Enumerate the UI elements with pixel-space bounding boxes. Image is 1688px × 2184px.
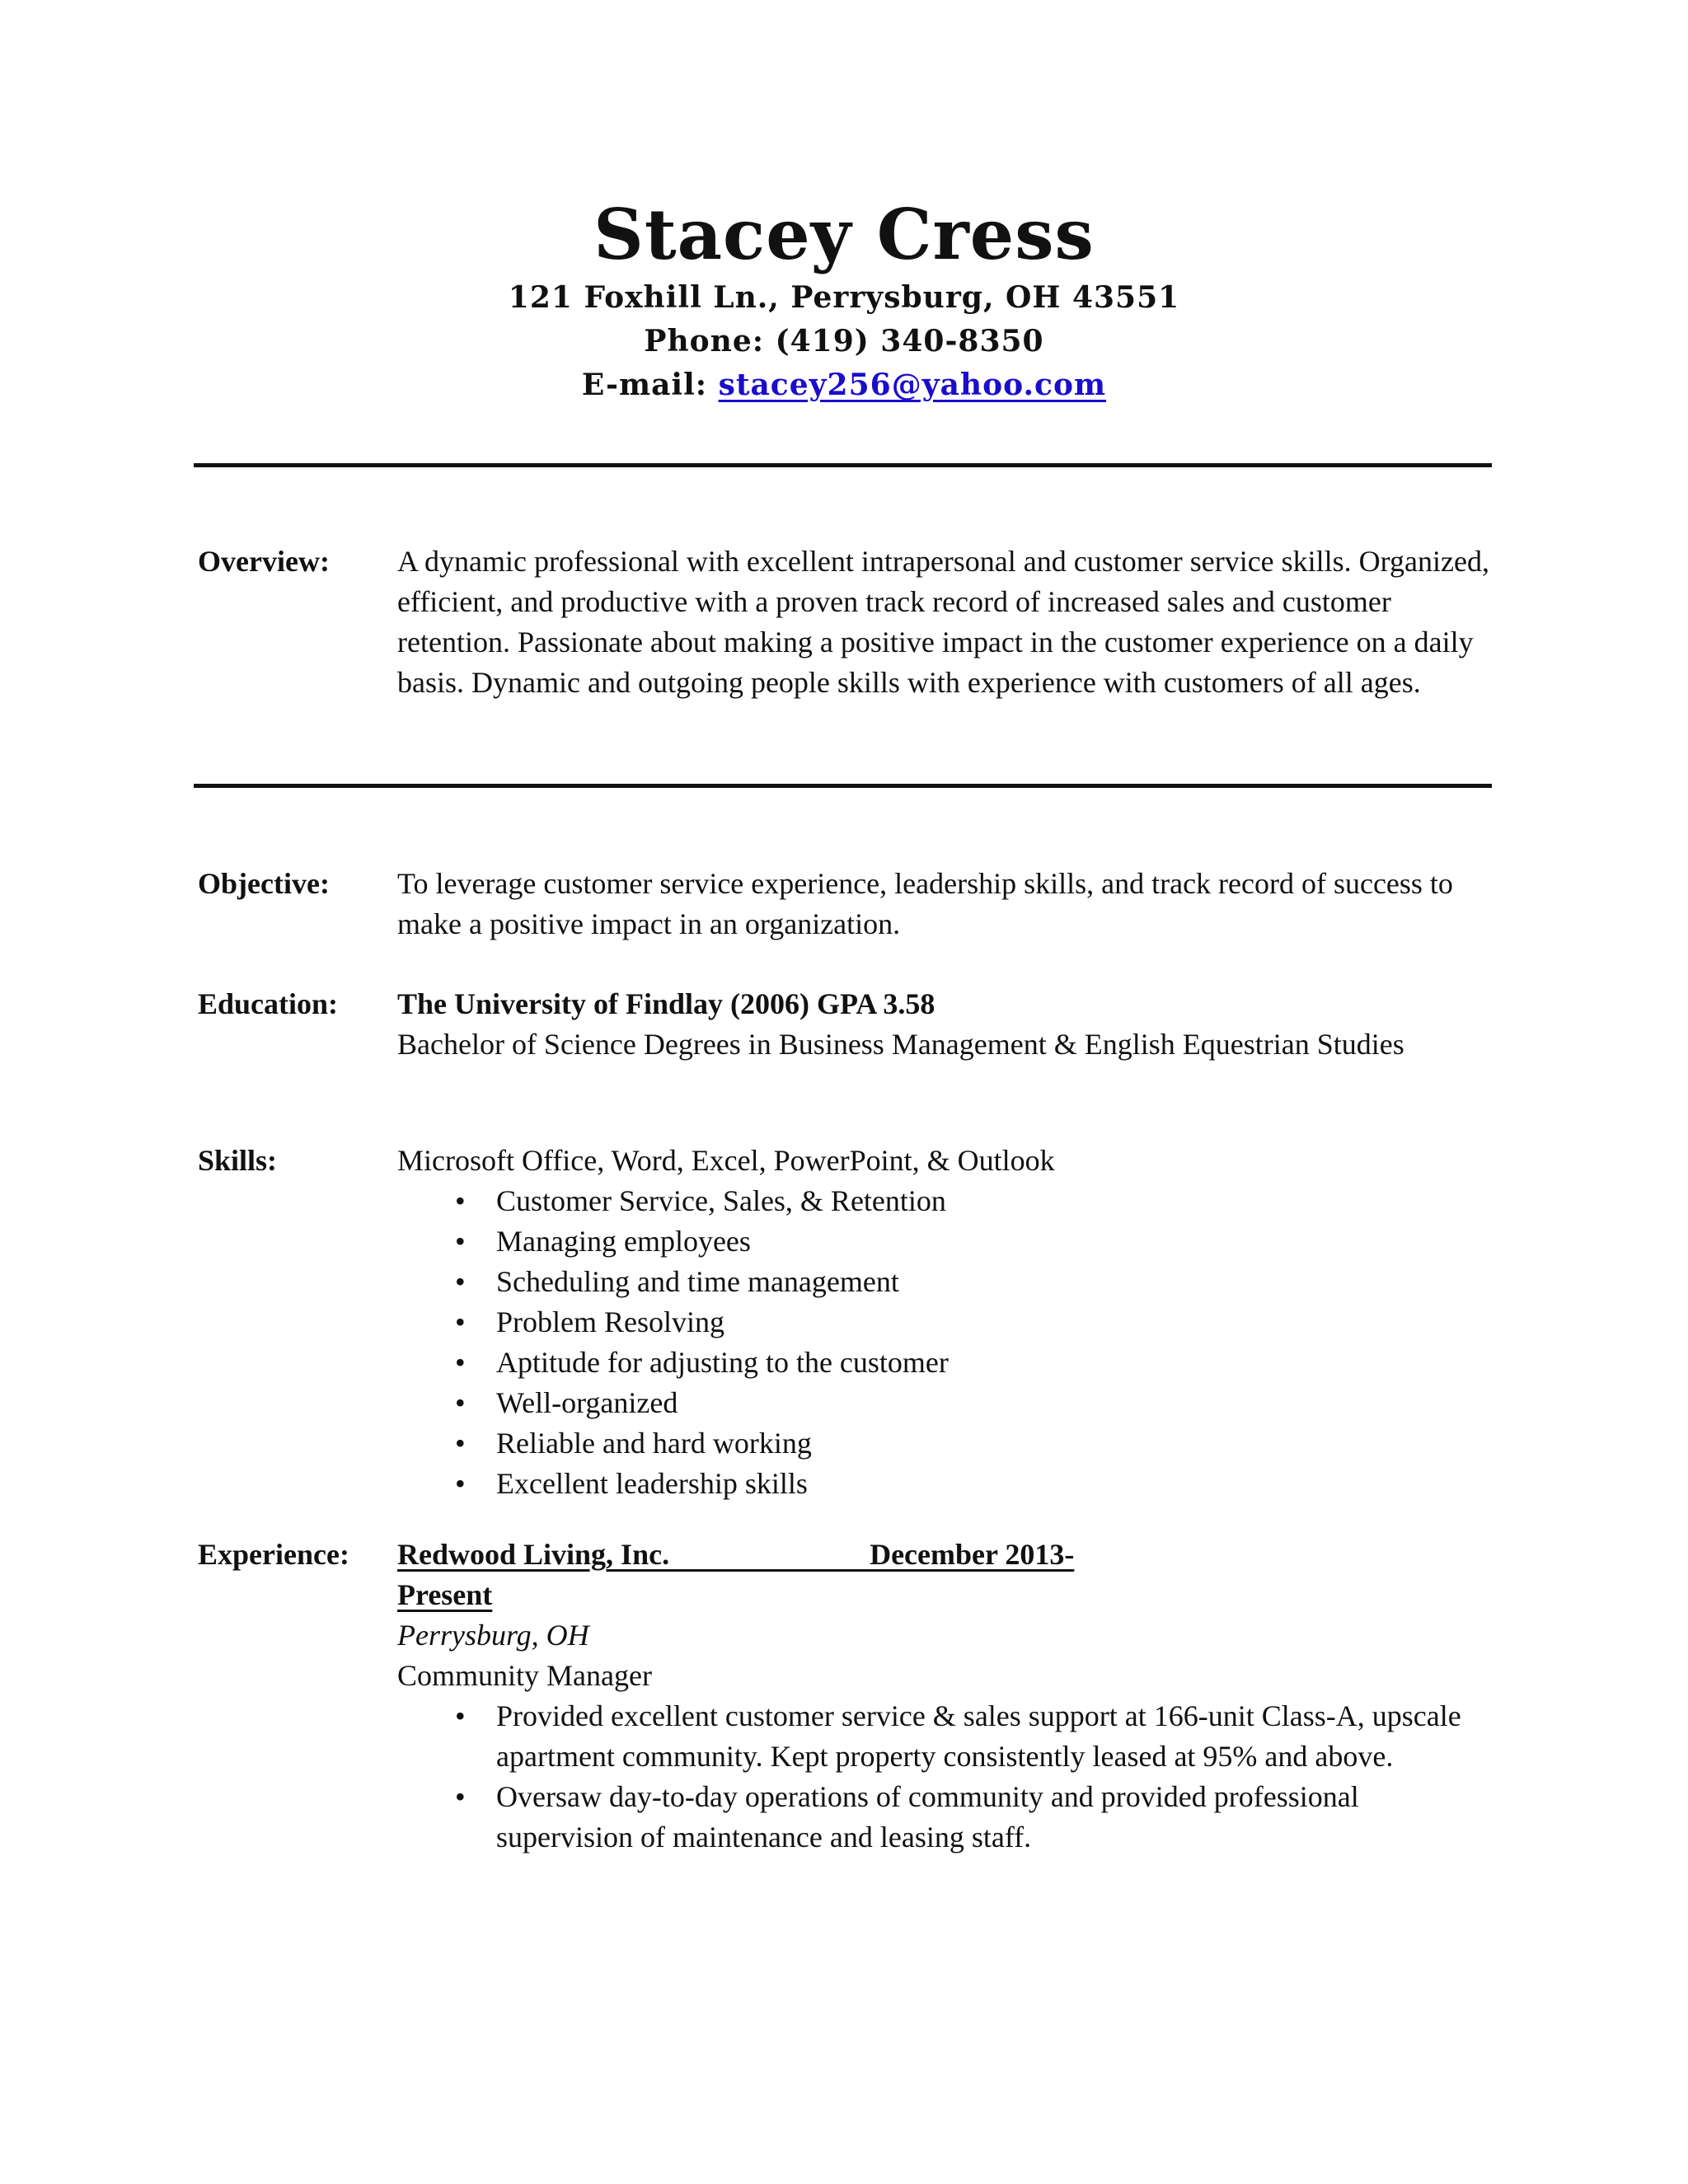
education-label: Education: <box>198 987 339 1020</box>
candidate-name: Stacey Cress <box>593 194 1095 275</box>
bullet-icon: • <box>455 1780 466 1813</box>
bullet-icon: • <box>455 1699 466 1732</box>
email-label: E-mail: <box>581 368 708 402</box>
overview-divider <box>194 784 1492 788</box>
address-line: 121 Foxhill Ln., Perrysburg, OH 43551 <box>508 280 1180 315</box>
phone-number: (419) 340-8350 <box>775 324 1044 359</box>
experience-content <box>397 1535 1493 1858</box>
objective-text: To leverage customer service experience, leadership skills, and track record of success to make a positive impact in an organization. <box>397 867 1453 940</box>
job-dates-end: Present <box>397 1578 493 1611</box>
bullet-icon: • <box>455 1225 466 1258</box>
skills-label: Skills: <box>198 1144 278 1177</box>
list-item: • Provided excellent customer service & sales support at 166-unit Class-A, upscale apartment community. Kept property consistently leased at 95% and above. <box>397 1696 1493 1777</box>
bullet-icon: • <box>455 1427 466 1460</box>
list-item: • Reliable and hard working <box>397 1423 1493 1464</box>
list-item: • Well-organized <box>397 1383 1493 1423</box>
skills-intro: Microsoft Office, Word, Excel, PowerPoint, & Outlook <box>397 1144 1055 1177</box>
bullet-icon: • <box>455 1265 466 1298</box>
overview-text: A dynamic professional with excellent intrapersonal and customer service skills. Organized, efficient, and productive with a proven track record of increased sales and customer retention. Passionate about making a positive impact in the customer experience on a daily basis. Dynamic and outgoing people skills with experience with customers of all ages. <box>397 545 1489 699</box>
job-dates-start: December 2013- <box>870 1538 1075 1571</box>
education-content <box>397 984 1493 1065</box>
overview-label: Overview: <box>198 545 330 578</box>
job-bullets <box>397 1696 1493 1858</box>
list-item: • Oversaw day-to-day operations of community and provided professional supervision of maintenance and leasing staff. <box>397 1777 1493 1858</box>
phone-label: Phone: <box>644 324 765 359</box>
bullet-icon: • <box>455 1386 466 1419</box>
experience-label: Experience: <box>198 1538 349 1571</box>
bullet-icon: • <box>455 1305 466 1338</box>
skills-content <box>397 1141 1493 1504</box>
phone-line <box>0 320 1688 363</box>
list-item: • Customer Service, Sales, & Retention <box>397 1181 1493 1221</box>
degree-text: Bachelor of Science Degrees in Business Management & English Equestrian Studies <box>397 1028 1404 1061</box>
school-name: The University of Findlay (2006) GPA 3.58 <box>397 987 935 1020</box>
list-item: • Managing employees <box>397 1221 1493 1262</box>
email-link[interactable]: stacey256@yahoo.com <box>718 368 1107 402</box>
bullet-icon: • <box>455 1184 466 1217</box>
job-title: Community Manager <box>397 1659 652 1692</box>
bullet-icon: • <box>455 1467 466 1500</box>
list-item: • Problem Resolving <box>397 1302 1493 1343</box>
employer-line <box>397 1535 1493 1575</box>
employer-name: Redwood Living, Inc. <box>397 1538 670 1571</box>
header-divider <box>194 463 1492 467</box>
list-item: • Excellent leadership skills <box>397 1464 1493 1504</box>
bullet-icon: • <box>455 1346 466 1379</box>
skills-list <box>397 1181 1493 1504</box>
email-line <box>0 363 1688 407</box>
resume-header <box>0 194 1688 407</box>
objective-label: Objective: <box>198 867 330 900</box>
job-location: Perrysburg, OH <box>397 1619 589 1652</box>
list-item: • Aptitude for adjusting to the customer <box>397 1343 1493 1383</box>
list-item: • Scheduling and time management <box>397 1262 1493 1302</box>
